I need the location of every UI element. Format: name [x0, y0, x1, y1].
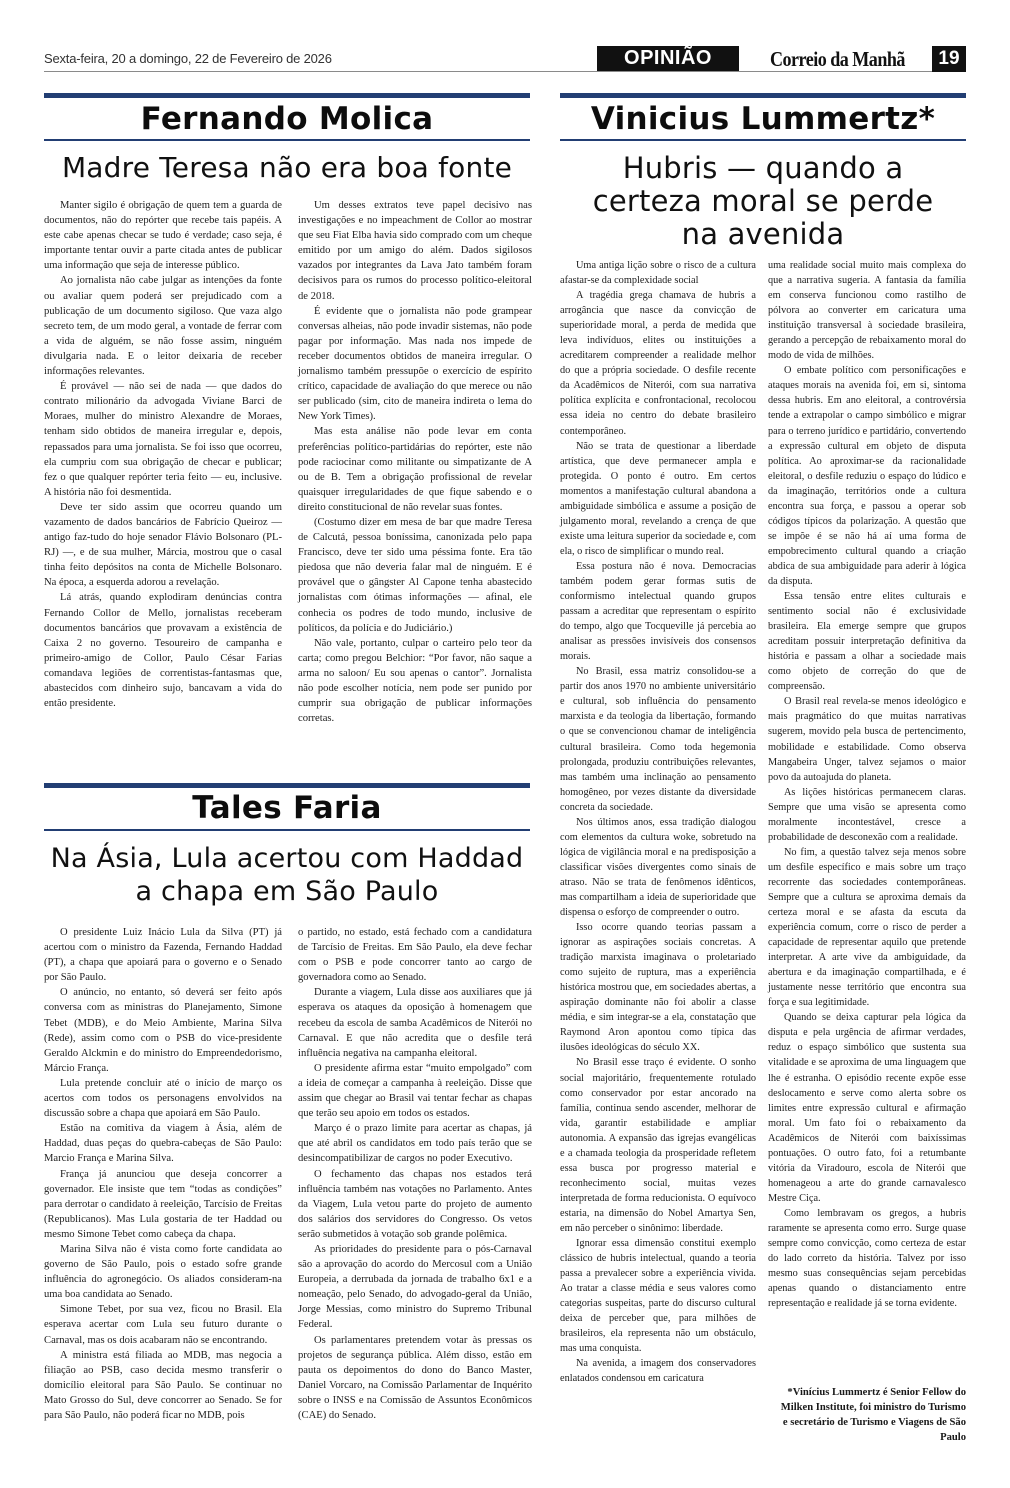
paragraph: O embate político com personificações e ataques morais na avenida foi, em si, sintoma dessa hubris. Em ano eleitoral, a controvérsia tende a extrapolar o campo simbólico e migrar para o terreno jurídico e partidário, convertendo a expressão cultural em objeto de disputa política. Ao aproximar-se da racionalidade eleitoral, o desfile reduziu o espaço do lúdico e da imaginação, territórios onde a cultura encontra sua força, e passou a operar sob códigos típicos da polarização. A questão que se impõe é se não há aí uma forma de empobrecimento cultural quando a criação abdica de sua ambiguidade para aderir à lógica da disputa.	[768, 365, 966, 587]
paragraph-continued: uma realidade social muito mais complexa do que a narrativa sugeria. A fantasia da família em conserva funcionou como rastilho de pólvora ao converter em caricatura uma instituição transversal à sociedade brasileira, gerando a percepção de rebaixamento moral do modo de vida de milhões.	[768, 260, 966, 362]
author-name: Vinicius Lummertz*	[590, 101, 936, 137]
paragraph: As prioridades do presidente para o pós-Carnaval são a aprovação do acordo do Mercosul com a União Europeia, a derrubada da jornada de trabalho 6x1 e a nomeação, pelo Senado, do advogado-geral da União, Jorge Messias, como ministro do Supremo Tribunal Federal.	[298, 1243, 532, 1331]
paragraph: É evidente que o jornalista não pode grampear conversas alheias, não pode invadir sistemas, não pode pagar por informação. Mas nada nos impede de receber documentos obtidos de maneira irregular. O jornalismo também pressupõe o exercício de espírito crítico, capacidade de avaliação do que merece ou não ser publicado (sim, cito de maneira indireta o lema do New York Times).	[298, 305, 532, 423]
author-name: Tales Faria	[192, 790, 382, 826]
article-column	[44, 198, 282, 711]
paragraph: Na avenida, a imagem dos conservadores enlatados condensou em caricatura	[560, 1358, 756, 1385]
paragraph: Isso ocorre quando teorias passam a ignorar as aspirações sociais concretas. A tradição marxista imaginava o proletariado como sujeito de ruptura, mas a experiência histórica mostrou que, em sociedades abertas, a aspiração dominante não foi abolir a classe média, e sim integrar-se a ela, constatação que Raymond Aron apontou como típica das ilusões ideológicas do século XX.	[560, 922, 756, 1054]
paragraph: A ministra está filiada ao MDB, mas negocia a filiação ao PSB, caso decida mesmo transferir o domicílio eleitoral para São Paulo. Se continuar no Mato Grosso do Sul, deve concorrer ao Senado. Se for para São Paulo, não poderá ficar no MDB, pois	[44, 1349, 282, 1421]
paragraph: Ignorar essa dimensão constitui exemplo clássico de hubris intelectual, quando a teoria passa a prevalecer sobre a experiência vivida. Ao tratar a classe média e seus valores como categorias suspeitas, parte do discurso cultural deixa de perceber que, para milhões de brasileiros, ela representa não um obstáculo, mas uma conquista.	[560, 1238, 756, 1355]
paragraph: A tragédia grega chamava de hubris a arrogância que nasce da convicção de superioridade moral, a perda de medida que leva indivíduos, elites ou instituições a acreditarem compreender a realidade melhor do que a própria sociedade. O desfile recente da Acadêmicos de Niterói, com sua narrativa política explícita e confrontacional, recolocou essa ideia no centro do debate brasileiro contemporâneo.	[560, 290, 756, 437]
paragraph: França já anunciou que deseja concorrer a governador. Ele insiste que tem “todas as condições” para derrotar o candidato à reeleição, Tarcísio de Freitas (Republicanos). Mas Lula gostaria de ter Haddad ou mesmo Simone Tebet como cabeça da chapa.	[44, 1168, 282, 1240]
paragraph: O presidente Luiz Inácio Lula da Silva (PT) já acertou com o ministro da Fazenda, Fernando Haddad (PT), a chapa que apoiará para o governo e o Senado por São Paulo.	[44, 927, 282, 984]
paragraph: Deve ter sido assim que ocorreu quando um vazamento de dados bancários de Fabrício Queiroz — antigo faz-tudo do hoje senador Flávio Bolsonaro (PL-RJ) —, e de sua mulher, Márcia, mostrou que o casal tinha feito depósitos na conta de Michelle Bolsonaro. Na época, a esquerda adorou a revelação.	[44, 501, 282, 589]
paragraph: Não se trata de questionar a liberdade artística, que deve permanecer ampla e protegida. O ponto é outro. Em certos momentos a manifestação cultural abandona a ambiguidade simbólica e assume a posição de julgamento moral, revelando a crença de que existe uma leitura superior da sociedade e, com ela, o risco de simplificar o mundo real.	[560, 440, 756, 557]
paragraph: As lições históricas permanecem claras. Sempre que uma visão se apresenta como moralmente incontestável, cresce a probabilidade de desconexão com a realidade.	[768, 786, 966, 843]
newspaper-logo: Correio da Manhã	[770, 47, 905, 71]
paragraph: No Brasil esse traço é evidente. O sonho social majoritário, frequentemente rotulado como conservador por estar ancorado na família, continua sendo ascender, melhorar de vida, garantir estabilidade e ampliar autonomia. A expansão das igrejas evangélicas e a chamada teologia da prosperidade refletem essa busca por progresso material e reconhecimento social, muitas vezes interpretada de forma reducionista. O equívoco estaria, na dimensão do Nobel Amartya Sen, em não perceber o sinônimo: liberdade.	[560, 1057, 756, 1234]
article-column	[44, 925, 282, 1423]
paragraph: No fim, a questão talvez seja menos sobre um desfile específico e mais sobre um traço recorrente das sociedades contemporâneas. Sempre que a cultura se aproxima demais da certeza moral e se afasta da escuta da experiência comum, corre o risco de perder a capacidade de representar aquilo que pretende interpretar. A arte vive da ambiguidade, da abertura e da imaginação compartilhada, e é justamente nesse território que encontra sua força e sua legitimidade.	[768, 846, 966, 1009]
article-column	[560, 258, 756, 1387]
paragraph: Um desses extratos teve papel decisivo nas investigações e no impeachment de Collor ao mostrar que seu Fiat Elba havia sido comprado com um cheque emitido por um amigo do além. Dados sigilosos vazados por integrantes da Lava Jato também foram decisivos para os rumos do processo político-eleitoral de 2018.	[298, 200, 532, 302]
paragraph: Simone Tebet, por sua vez, ficou no Brasil. Ela esperava acertar com Lula seu futuro durante o Carnaval, mas os dois acabaram não se encontrando.	[44, 1304, 282, 1346]
article-column	[298, 925, 532, 1423]
article-headline: Hubris — quando a certeza moral se perde na avenida	[592, 151, 934, 251]
paragraph: Nos últimos anos, essa tradição dialogou com elementos da cultura woke, sobretudo na lógica de vigilância moral e na predisposição a classificar visões divergentes como sinais de atraso. Não se trata de fenômenos idênticos, mas compartilham a ideia de superioridade que dispensa o esforço de compreender o outro.	[560, 816, 756, 919]
paragraph: Não vale, portanto, culpar o carteiro pelo teor da carta; como pregou Belchior: “Por favor, não saque a arma no saloon/ Eu sou apenas o cantor”. Jornalista não pode escolher notícia, nem pode ser punido por cumprir sua obrigação de publicar informações corretas.	[298, 637, 532, 725]
paragraph: Quando se deixa capturar pela lógica da disputa e pela urgência de afirmar verdades, reduz o espaço simbólico que sustenta sua vitalidade e se aproxima de uma linguagem que lhe é estranha. O episódio recente expõe esse deslocamento e serve como alerta sobre os limites entre expressão cultural e afirmação moral. Um fato foi o rebaixamento da Acadêmicos de Niterói com baixíssimas pontuações. O outro fato, foi a retumbante vitória da Viradouro, escola de Niterói que homenageou a arte do grande carnavalesco Mestre Ciça.	[768, 1012, 966, 1204]
page-header	[44, 46, 966, 72]
paragraph: Marina Silva não é vista como forte candidata ao governo de São Paulo, pois o estado sofre grande influência do agronegócio. Os aliados consideram-na uma boa candidata ao Senado.	[44, 1243, 282, 1301]
article-lead: Uma antiga lição sobre o risco de a cultura afastar-se da complexidade social	[560, 260, 756, 287]
paragraph: Mas esta análise não pode levar em conta preferências político-partidárias do repórter, este não pode raciocinar como militante ou simpatizante de A ou de B. Tem a obrigação profissional de revelar quaisquer irregularidades de que fique sabendo e o direito constitucional de não revelar suas fontes.	[298, 426, 532, 513]
author-rule-bottom	[560, 139, 966, 141]
paragraph: Ao jornalista não cabe julgar as intenções da fonte ou avaliar quem poderá ser prejudicado com a publicação de um documento sigiloso. Que vaza algo secreto tem, de um modo geral, a vontade de ferrar com a vida de alguém, se não fosse assim, ninguém divulgaria nada. E o leitor deixaria de receber informações relevantes.	[44, 275, 282, 378]
issue-date: Sexta-feira, 20 a domingo, 22 de Fevereiro de 2026	[44, 51, 332, 66]
section-label: OPINIÃO	[597, 46, 739, 71]
paragraph: (Costumo dizer em mesa de bar que madre Teresa de Calcutá, pessoa boníssima, canonizada pelo papa Francisco, deve ter sido uma péssima fonte. Era tão piedosa que não deveria falar mal de ninguém. E é provável que o gângster Al Capone tenha abastecido jornalistas com ótimas informações — afinal, ele conhecia os podres de todo mundo, inclusive de políticos, da polícia e do Judiciário.)	[298, 516, 532, 634]
paragraph: Durante a viagem, Lula disse aos auxiliares que já esperava os ataques da oposição à homenagem que recebeu da escola de samba Acadêmicos de Niterói no Carnaval. E que não acredita que o desfile terá influência negativa na campanha eleitoral.	[298, 987, 532, 1059]
article-headline: Na Ásia, Lula acertou com Haddad a chapa em São Paulo	[50, 843, 524, 907]
paragraph: É provável — não sei de nada — que dados do contrato milionário da advogada Viviane Barci de Moraes, mulher do ministro Alexandre de Moraes, tenham sido obtidos de maneira irregular e, depois, repassados para uma jornalista. Se foi isso que ocorreu, ela cumpriu com sua obrigação de checar e publicar; fez o que qualquer repórter teria feito — eu, inclusive. A história não foi desmentida.	[44, 381, 282, 498]
paragraph: No Brasil, essa matriz consolidou-se a partir dos anos 1970 no ambiente universitário e cultural, sob influência do pensamento marxista e da teologia da libertação, formando o que se convencionou chamar de inteligência cultural brasileira. Como toda hegemonia prolongada, produziu contribuições relevantes, mas também uma inclinação ao pensamento homogêneo, por vezes distante da diversidade concreta da sociedade.	[560, 666, 756, 813]
paragraph: Lula pretende concluir até o início de março os acertos com todos os personagens envolvidos na discussão sobre a chapa que apoiará em São Paulo.	[44, 1077, 282, 1120]
paragraph: O fechamento das chapas nos estados terá influência também nas votações no Parlamento. Antes da Viagem, Lula vetou parte do projeto de aumento dos salários dos servidores do Congresso. Os vetos serão submetidos à votação sob grande polêmica.	[298, 1168, 532, 1240]
paragraph: Essa tensão entre elites culturais e sentimento social não é exclusividade brasileira. Ela emerge sempre que grupos acreditam possuir interpretação definitiva da história e passam a olhar a sociedade mais como objeto de correção do que de compreensão.	[768, 591, 966, 693]
paragraph: Março é o prazo limite para acertar as chapas, já que até abril os candidatos em todo país terão que se desincompatibilizar de cargos no poder Executivo.	[298, 1123, 532, 1165]
article-column	[298, 198, 532, 726]
paragraph: Estão na comitiva da viagem à Ásia, além de Haddad, duas peças do quebra-cabeças de São Paulo: Marcio França e Marina Silva.	[44, 1123, 282, 1165]
paragraph: Manter sigilo é obrigação de quem tem a guarda de documentos, não do repórter que recebe tais papéis. A este cabe apenas checar se tudo é verdade; caso seja, é importante tentar ouvir a parte citada antes de publicar uma informação que seja de interesse público.	[44, 200, 282, 272]
paragraph: Os parlamentares pretendem votar às pressas os projetos de segurança pública. Além disso, estão em pauta os depoimentos do dono do Banco Master, Daniel Vorcaro, na Comissão Parlamentar de Inquérito sobre o INSS e na Comissão de Assuntos Econômicos (CAE) do Senado.	[298, 1334, 532, 1421]
paragraph-continued: o partido, no estado, está fechado com a candidatura de Tarcísio de Freitas. Em São Paulo, ela deve fechar com o PSB e pode concorrer tanto ao cargo de governadora como ao Senado.	[298, 927, 532, 984]
paragraph: Como lembravam os gregos, a hubris raramente se apresenta como erro. Surge quase sempre como convicção, como certeza de estar do lado correto da história. Talvez por isso mesmo suas consequências sejam percebidas apenas quando o distanciamento entre representação e realidade já se torna evidente.	[768, 1207, 966, 1310]
author-name: Fernando Molica	[140, 101, 434, 137]
author-bio: *Vinícius Lummertz é Senior Fellow do Milken Institute, foi ministro do Turismo e secretário de Turismo e Viagens de São Paulo	[780, 1387, 966, 1443]
paragraph: O Brasil real revela-se menos ideológico e mais pragmático do que muitas narrativas sugerem, movido pela busca de pertencimento, mobilidade e estabilidade. Como observa Mangabeira Unger, talvez sejamos o maior povo da autoajuda do planeta.	[768, 696, 966, 783]
article-headline: Madre Teresa não era boa fonte	[61, 151, 513, 184]
author-rule-bottom	[44, 139, 530, 141]
paragraph: O anúncio, no entanto, só deverá ser feito após conversa com as ministras do Planejamento, Simone Tebet (MDB), e do Meio Ambiente, Marina Silva (Rede), assim como com o PSB do vice-presidente Geraldo Alckmin e do ministro do Empreendedorismo, Márcio França.	[44, 987, 282, 1074]
article-column	[768, 258, 966, 1311]
paragraph: O presidente afirma estar “muito empolgado” com a ideia de começar a campanha à reeleição. Disse que assim que chegar ao Brasil vai tentar fechar as chapas que terão seu apoio em todos os estados.	[298, 1062, 532, 1120]
author-rule-bottom	[44, 829, 530, 831]
page-number: 19	[932, 46, 966, 72]
paragraph: Essa postura não é nova. Democracias também podem gerar formas sutis de conformismo intelectual quando grupos passam a acreditar que representam o espírito do tempo, algo que Tocqueville já percebia ao analisar as pressões invisíveis dos consensos morais.	[560, 560, 756, 663]
paragraph: Lá atrás, quando explodiram denúncias contra Fernando Collor de Mello, jornalistas receberam documentos bancários que provavam a existência de Caixa 2 no governo. Tesoureiro de campanha e primeiro-amigo de Collor, Paulo César Farias comandava legiões de correntistas-fantasmas que, abastecidos com dinheiro sujo, bancavam a vida do então presidente.	[44, 592, 282, 710]
